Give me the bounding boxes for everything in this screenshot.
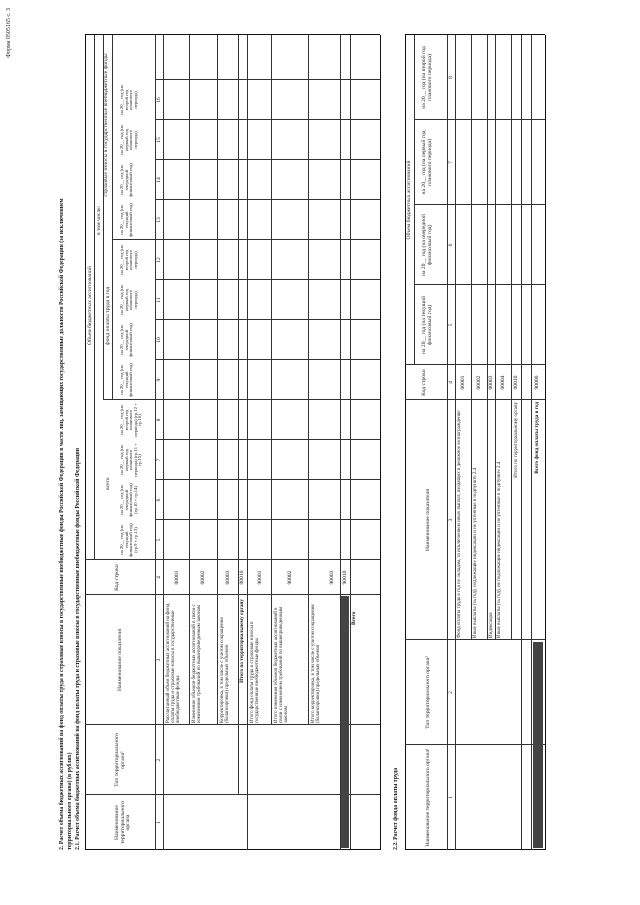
col-header-fot: фонд оплаты труда в год <box>105 286 111 345</box>
col-header-incl: в том числе: <box>96 205 102 235</box>
t2-row-indicator: Иные выплаты (за год), подлежащие индексации и не учтенные в подпункте 2.4 <box>473 467 478 638</box>
col-label-12: на 20__ год (на второй год планового периода) <box>119 245 138 275</box>
col-label-7: на 20__ год (на первый год планового периода) (гр.11 + гр.15) <box>119 443 143 477</box>
col-number: 8 <box>156 418 162 422</box>
section-2-title-cont: территориального органа) (в рублях) <box>67 752 73 850</box>
table-row-code: 90002 <box>287 570 293 585</box>
t2-col-label-5: на 20__ год (на текущий финансовый год) <box>421 296 433 354</box>
t2-total-label: Всего фонд оплаты труда в год <box>534 402 540 474</box>
col-label-16: на 20__ год (на второй год планового периода) <box>119 85 138 115</box>
col-number: 2 <box>156 758 162 762</box>
col-label-13: на 20__ год (на текущий финансовый год) <box>119 203 134 237</box>
t2-col-number: 4 <box>448 381 454 384</box>
t2-col-header-org-type: Тип территориального органа² <box>425 656 431 729</box>
col-number: 3 <box>156 658 162 662</box>
col-number: 9 <box>156 378 162 382</box>
col-label-9: на 20__ год (на текущий финансовый год) <box>119 363 134 397</box>
col-label-6: на 20__ год (на очередной финансовый год) (гр.10 + гр.14) <box>119 483 138 517</box>
col-number: 14 <box>156 177 162 183</box>
col-header-org-type: Тип территориального органа¹ <box>114 733 126 787</box>
t2-col-number: 5 <box>448 323 454 327</box>
table-row-indicator: Рассчитанный объем бюджетных ассигнований на фонд оплаты труда и страховые взносы в государственные внебюджетные фонды <box>166 603 181 723</box>
form-label: Форма 0505165 с. 3 <box>6 8 12 58</box>
t2-row-code: 00010 <box>513 375 519 390</box>
col-number: 15 <box>156 137 162 143</box>
col-number: 5 <box>156 538 162 542</box>
table-row-code: 00002 <box>200 570 206 585</box>
col-label-15: на 20__ год (на первый год планового периода) <box>119 125 138 155</box>
total-label: Всего <box>351 611 357 625</box>
col-label-14: на 20__ год (на очередной финансовый год) <box>119 163 134 197</box>
t2-row-code: 00002 <box>476 375 482 390</box>
col-number: 13 <box>156 217 162 223</box>
col-header-total: всего <box>105 477 111 490</box>
col-number: 10 <box>156 337 162 343</box>
col-label-5: на 20__ год (на текущий финансовый год) (гр.9 + гр.13) <box>119 523 138 557</box>
col-header-code: Код строки <box>114 564 120 591</box>
t2-col-header-code: Код строки <box>421 369 427 396</box>
t2-row-indicator: Фонд оплаты труда в год по окладам, за исключением иных выплат, входящих в денежное вознаграждение <box>457 410 462 638</box>
section-2-2-title: 2.2. Расчет фонда оплаты труда <box>393 767 399 850</box>
table-row-indicator: Изменение объемов бюджетных ассигнований в связи с изменением требований по вышеприведенным законам <box>192 604 202 723</box>
t2-col-number: 2 <box>448 691 454 694</box>
t2-col-label-6: на 20__ год (на очередной финансовый год) <box>421 213 433 277</box>
t2-col-label-8: на 20__ год (на второй год планового периода) <box>421 46 433 109</box>
col-number: 16 <box>156 97 162 103</box>
table-row-code: 00001 <box>174 570 180 585</box>
t2-col-number: 7 <box>448 161 454 164</box>
t2-total-code: 90000 <box>534 375 540 390</box>
col-label-11: на 20__ год (на первый год планового периода) <box>119 285 138 315</box>
table-row-code: 90001 <box>257 570 263 585</box>
table-row-indicator: Корректировка, в том числе с учетом сокращения (балансировки) предельных объемов <box>220 617 230 723</box>
table-row-indicator: Итого изменения объемов бюджетных ассигнований в связи с изменением требований по вышеприведенным законам <box>274 606 289 723</box>
table-row-indicator: Итого корректировка, в том числе с учетом сокращения (балансировки) предельных объемов <box>311 604 321 723</box>
col-header-org-name: Наименование территориального органа <box>114 800 132 845</box>
col-number: 1 <box>156 821 162 824</box>
t2-col-header-indicator: Наименование показателя <box>425 489 431 551</box>
t2-col-header-budget: Объем бюджетных ассигнований <box>406 160 412 240</box>
table-row-indicator: Итого фонд оплаты труда и страховые взносы в государственные внебюджетные фонды <box>250 621 260 723</box>
table-row-code: 00010 <box>239 570 245 585</box>
t2-row-indicator: Иные выплаты (за год), не подлежащие индексации и не учтенные в подпункте 2.4 <box>497 461 502 638</box>
col-label-10: на 20__ год (на очередной финансовый год) <box>119 323 134 357</box>
t2-col-number: 6 <box>448 243 454 247</box>
t2-row-code: 00004 <box>500 375 506 390</box>
t2-col-number: 1 <box>448 796 454 799</box>
t2-row-indicator: Итого по территориальному органу <box>514 402 519 478</box>
t2-row-indicator: Индексация <box>489 612 494 638</box>
t2-col-number: 8 <box>448 76 454 79</box>
col-header-budget: Объем бюджетных ассигнований <box>87 266 93 345</box>
t2-col-header-org-name: Наименование территориального органа¹ <box>425 748 431 847</box>
section-2-title: 2. Расчет объема бюджетных ассигнований на фонд оплаты труда и страховые взносы в государственные внебюджетные фонды Российской Федерации в части лиц, замещающих государственные должности Российской Федерации (за исключением <box>59 198 65 850</box>
col-label-8: на 20__ год (на второй год планового периода) (гр.12 + гр.16) <box>119 403 143 437</box>
table-row-code: 00003 <box>225 570 231 585</box>
total-code: 90010 <box>342 570 348 585</box>
col-number: 12 <box>156 257 162 263</box>
col-number: 7 <box>156 458 162 462</box>
t2-row-code: 00001 <box>460 375 466 390</box>
t2-col-number: 3 <box>448 518 454 522</box>
col-number: 11 <box>156 297 162 303</box>
col-number: 4 <box>156 576 162 579</box>
t2-row-code: 00003 <box>488 375 494 390</box>
section-2-1-title: 2.1. Расчет объема бюджетных ассигнований на фонд оплаты труда и страховые взносы в государственные внебюджетные фонды Российской Федерации <box>75 447 81 850</box>
t2-col-label-7: на 20__ год (на первый год планового периода) <box>421 130 433 195</box>
col-header-indicator: Наименование показателя <box>117 629 123 691</box>
table-row-indicator: Итого по территориальному органу <box>239 599 245 683</box>
col-header-ins: страховые взносы в государственные внебюджетные фонды <box>103 53 109 197</box>
table-row-code: 90003 <box>329 570 335 585</box>
col-number: 6 <box>156 498 162 502</box>
